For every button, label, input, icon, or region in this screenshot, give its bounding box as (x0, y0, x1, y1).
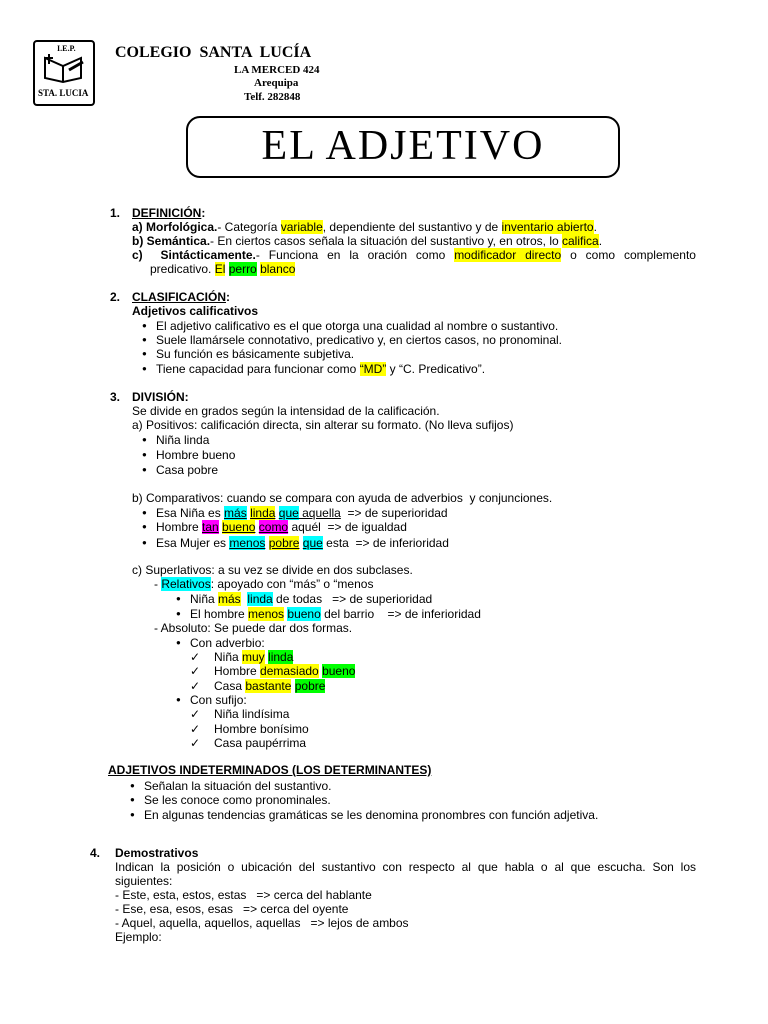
def-c-text-1: - Funciona en la oración como (255, 248, 455, 262)
sufijo-item-1: ✓ Niña lindísima (214, 707, 289, 722)
adv1-muy: muy (242, 650, 265, 664)
comp3-pobre: pobre (268, 536, 300, 550)
absoluto-line: - Absoluto: Se puede dar dos formas. (154, 621, 353, 635)
def-c-hl-1: modificador directo (454, 248, 562, 262)
positivos-item-3: ● Casa pobre (156, 463, 218, 478)
comp2-tail: aquél => de igualdad (288, 520, 407, 534)
comp1-que: que (278, 506, 299, 520)
clasificacion-colon: : (226, 290, 230, 304)
def-a-hl-2: inventario abierto (501, 220, 594, 234)
book-pen-icon (41, 52, 87, 84)
logo-top-text: I.E.P. (57, 44, 76, 53)
section-3-number: 3. (110, 390, 121, 404)
demostrativos-l2: - Ese, esa, esos, esas => cerca del oyente (115, 902, 349, 916)
def-a-label: a) Morfológica. (132, 220, 218, 234)
comp2-tan: tan (202, 520, 219, 534)
adv2-bueno: bueno (322, 664, 356, 678)
clasif-b4-text-2: y “C. Predicativo”. (386, 362, 486, 376)
page-title: EL ADJETIVO (261, 123, 545, 169)
demostrativos-heading: Demostrativos (115, 846, 199, 860)
relativos-line (154, 577, 373, 592)
comparativo-2 (156, 520, 407, 535)
positivos-line: a) Positivos: calificación directa, sin alterar su formato. (No lleva sufijos) (132, 418, 514, 432)
clasif-bullet-2: ● Suele llamársele connotativo, predicativo y, en ciertos casos, no pronominal. (156, 333, 562, 348)
def-a-line (132, 220, 597, 235)
adverbio-item-2 (214, 664, 355, 679)
section-3-heading: DIVISIÓN: (132, 390, 189, 404)
clasif-bullet-3: ● Su función es básicamente subjetiva. (156, 347, 354, 362)
clasif-b4-hl: “MD” (359, 362, 387, 376)
def-b-text-1: - En ciertos casos señala la situación del sustantivo y, en otros, lo (210, 234, 562, 248)
adv3-bastante: bastante (245, 679, 292, 693)
def-a-text-2: , dependiente del sustantivo y de (322, 220, 502, 234)
division-intro: Se divide en grados según la intensidad de la calificación. (132, 404, 440, 418)
indet-item-1: ● Señalan la situación del sustantivo. (144, 779, 331, 794)
rel1-mas: más (218, 592, 241, 606)
adv2-text: Hombre (214, 664, 261, 678)
relativos-hl: Relativos (161, 577, 211, 591)
comparativos-line: b) Comparativos: cuando se compara con ayuda de adverbios y conjunciones. (132, 491, 553, 505)
adv1-text: Niña (214, 650, 243, 664)
comparativo-3 (156, 536, 449, 551)
definicion-colon: : (201, 206, 206, 220)
comp1-mas: más (224, 506, 247, 520)
def-c-line-2 (150, 262, 295, 277)
con-adverbio: ● Con adverbio: (190, 636, 265, 651)
def-c-line (132, 248, 696, 263)
comp3-menos: menos (229, 536, 266, 550)
def-c-text-2: o como complemento (561, 248, 696, 262)
clasif-b4-text-1: Tiene capacidad para funcionar como (156, 362, 360, 376)
comp1-linda: linda (250, 506, 276, 520)
superlativos-line: c) Superlativos: a su vez se divide en dos subclases. (132, 563, 413, 577)
adv2-demasiado: demasiado (260, 664, 319, 678)
comp2-bueno: bueno (222, 520, 256, 534)
comp3-text-1: Esa Mujer es (156, 536, 230, 550)
def-c-label: c) Sintácticamente. (132, 248, 256, 262)
clasif-bullet-1: ● El adjetivo calificativo es el que otorga una cualidad al nombre o sustantivo. (156, 319, 558, 334)
def-b-line (132, 234, 602, 249)
rel1-tail: de todas => de superioridad (272, 592, 433, 606)
demostrativos-l3: - Aquel, aquella, aquellos, aquellas => lejos de ambos (115, 916, 409, 930)
def-c2-hl-blanco: blanco (260, 262, 296, 276)
demostrativos-p2: siguientes: (115, 874, 173, 888)
demostrativos-l1: - Este, esta, estos, estas => cerca del hablante (115, 888, 372, 902)
relativo-item-1 (190, 592, 432, 607)
section-1-number: 1. (110, 206, 121, 220)
comp1-text-1: Esa Niña es (156, 506, 225, 520)
sufijo-item-2: ✓ Hombre bonísimo (214, 722, 309, 737)
comparativo-1 (156, 506, 448, 521)
indet-item-2: ● Se les conoce como pronominales. (144, 793, 331, 808)
comp1-tail: => de superioridad (340, 506, 448, 520)
rel2-bueno: bueno (287, 607, 321, 621)
comp1-aquella: aquella (298, 506, 341, 520)
clasif-bullet-4 (156, 362, 485, 377)
demostrativos-l4: Ejemplo: (115, 930, 162, 944)
def-b-text-2: . (598, 234, 603, 248)
section-1-heading (132, 206, 205, 221)
section-4-number: 4. (90, 846, 101, 860)
relativo-item-2 (190, 607, 481, 622)
comp2-text-1: Hombre (156, 520, 203, 534)
relativos-dash: - (154, 577, 162, 591)
adverbio-item-3 (214, 679, 325, 694)
title-box (186, 116, 620, 178)
relativos-text: : apoyado con “más” o “menos (210, 577, 374, 591)
definicion-heading: DEFINICIÓN (132, 206, 202, 220)
demostrativos-p1: Indican la posición o ubicación del sustantivo con respecto al que habla o al que escucha. Son los (115, 860, 696, 874)
school-city: Arequipa (254, 77, 299, 89)
comp3-tail: esta => de inferioridad (322, 536, 449, 550)
def-c2-text: predicativo. (150, 262, 215, 276)
comp3-que: que (302, 536, 323, 550)
school-address: LA MERCED 424 (234, 64, 320, 76)
section-2-heading (132, 290, 230, 305)
indet-item-3: ● En algunas tendencias gramáticas se les denomina pronombres con función adjetiva. (144, 808, 598, 823)
school-phone: Telf. 282848 (244, 91, 301, 103)
school-logo (33, 40, 95, 106)
def-b-label: b) Semántica. (132, 234, 211, 248)
rel1-text-1: Niña (190, 592, 219, 606)
rel2-menos: menos (248, 607, 285, 621)
adv3-text: Casa (214, 679, 246, 693)
def-c2-hl-perro: perro (228, 262, 257, 276)
adv1-linda: linda (268, 650, 294, 664)
def-b-hl-1: califica (562, 234, 599, 248)
comp2-como: como (258, 520, 289, 534)
logo-bottom-text: STA. LUCIA (38, 88, 89, 98)
con-sufijo: ● Con sufijo: (190, 693, 247, 708)
adverbio-item-1 (214, 650, 293, 665)
def-c2-hl-el: El (214, 262, 226, 276)
indeterminados-heading: ADJETIVOS INDETERMINADOS (LOS DETERMINANTES) (108, 763, 432, 777)
rel2-tail: del barrio => de inferioridad (320, 607, 481, 621)
rel1-linda: linda (247, 592, 273, 606)
def-a-text-1: - Categoría (217, 220, 281, 234)
clasificacion-heading: CLASIFICACIÓN (132, 290, 226, 304)
positivos-item-1: ● Niña linda (156, 433, 209, 448)
clasificacion-sub: Adjetivos calificativos (132, 304, 259, 318)
sufijo-item-3: ✓ Casa paupérrima (214, 736, 306, 751)
section-2-number: 2. (110, 290, 121, 304)
def-a-hl-1: variable (280, 220, 323, 234)
positivos-item-2: ● Hombre bueno (156, 448, 235, 463)
def-a-text-3: . (593, 220, 597, 234)
rel2-text-1: El hombre (190, 607, 249, 621)
adv3-pobre: pobre (294, 679, 326, 693)
school-name: COLEGIO SANTA LUCÍA (115, 44, 312, 61)
